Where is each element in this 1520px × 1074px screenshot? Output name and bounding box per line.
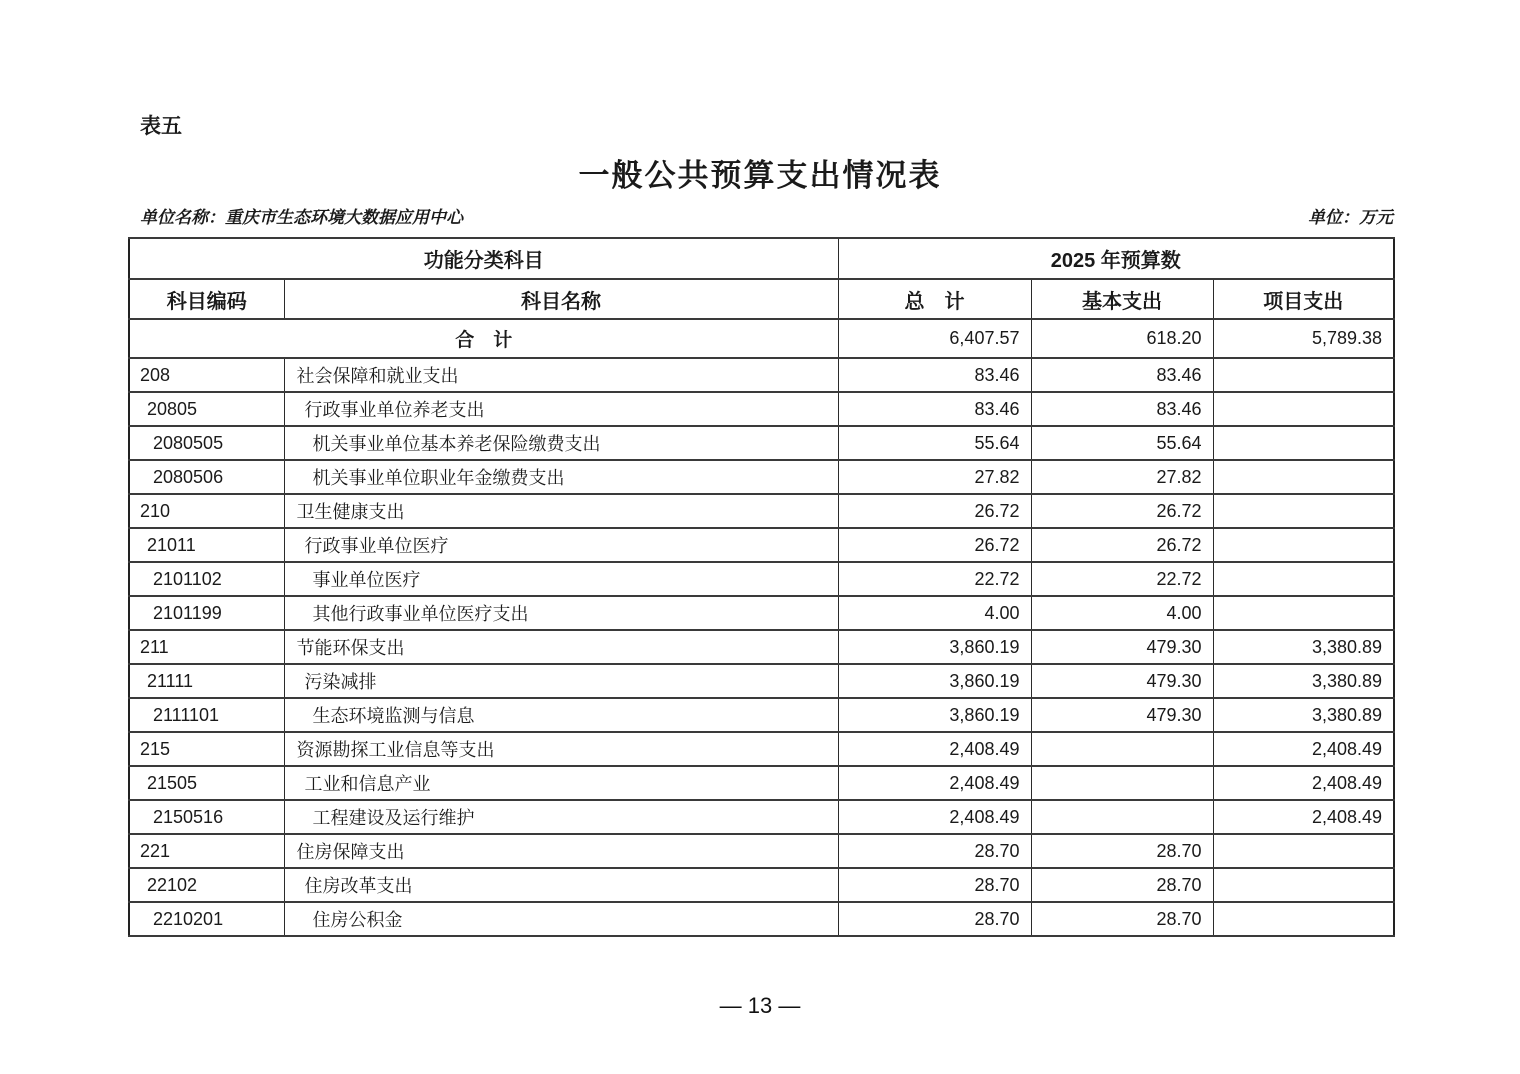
basic-cell: 22.72 [1031,562,1213,596]
basic-cell: 83.46 [1031,358,1213,392]
total-cell: 83.46 [838,358,1031,392]
total-cell: 3,860.19 [838,664,1031,698]
basic-cell: 26.72 [1031,528,1213,562]
project-cell [1213,460,1394,494]
subject-name-cell: 住房公积金 [284,902,838,936]
project-cell [1213,392,1394,426]
total-cell: 2,408.49 [838,800,1031,834]
group-header-row [129,238,1394,279]
basic-cell: 479.30 [1031,698,1213,732]
subject-name-cell: 社会保障和就业支出 [284,358,838,392]
table-row [129,732,1394,766]
col-header-total: 总 计 [838,279,1031,319]
project-cell [1213,528,1394,562]
col-header-project-expenditure: 项目支出 [1213,279,1394,319]
grand-total-basic-cell: 618.20 [1031,319,1213,358]
table-row [129,392,1394,426]
page-number: — 13 — [719,993,801,1018]
basic-cell [1031,732,1213,766]
subject-name-cell: 行政事业单位医疗 [284,528,838,562]
project-cell [1213,902,1394,936]
subject-code-cell: 211 [129,630,284,664]
table-row [129,834,1394,868]
subject-code-cell: 21011 [129,528,284,562]
table-row [129,562,1394,596]
subject-name-cell: 住房保障支出 [284,834,838,868]
col-header-subject-code: 科目编码 [129,279,284,319]
subject-name-cell: 污染减排 [284,664,838,698]
table-row [129,630,1394,664]
total-cell: 83.46 [838,392,1031,426]
subject-code-cell: 2101102 [129,562,284,596]
subject-code-cell: 2080505 [129,426,284,460]
meta-row [140,203,1393,228]
grand-total-total-cell: 6,407.57 [838,319,1031,358]
basic-cell: 479.30 [1031,664,1213,698]
project-cell: 3,380.89 [1213,664,1394,698]
table-row [129,460,1394,494]
basic-cell: 4.00 [1031,596,1213,630]
total-cell: 55.64 [838,426,1031,460]
basic-cell: 479.30 [1031,630,1213,664]
total-cell: 28.70 [838,834,1031,868]
subject-code-cell: 2080506 [129,460,284,494]
column-header-row [129,279,1394,319]
project-cell [1213,358,1394,392]
subject-name-cell: 事业单位医疗 [284,562,838,596]
table-row [129,868,1394,902]
subject-name-cell: 卫生健康支出 [284,494,838,528]
total-cell: 28.70 [838,902,1031,936]
total-cell: 22.72 [838,562,1031,596]
basic-cell [1031,800,1213,834]
subject-name-cell: 工业和信息产业 [284,766,838,800]
subject-name-cell: 机关事业单位基本养老保险缴费支出 [284,426,838,460]
subject-code-cell: 208 [129,358,284,392]
project-cell: 2,408.49 [1213,800,1394,834]
basic-cell [1031,766,1213,800]
total-cell: 2,408.49 [838,732,1031,766]
project-cell: 3,380.89 [1213,698,1394,732]
page-title: 一般公共预算支出情况表 [578,158,942,193]
total-cell: 2,408.49 [838,766,1031,800]
total-cell: 27.82 [838,460,1031,494]
project-cell: 2,408.49 [1213,766,1394,800]
subject-code-cell: 20805 [129,392,284,426]
project-cell: 2,408.49 [1213,732,1394,766]
project-cell [1213,562,1394,596]
table-row [129,494,1394,528]
total-cell: 26.72 [838,528,1031,562]
budget-2025-group-header: 2025 年预算数 [838,238,1394,279]
subject-code-cell: 2101199 [129,596,284,630]
subject-name-cell: 生态环境监测与信息 [284,698,838,732]
unit-measure-label: 单位：万元 [1308,208,1393,227]
project-cell [1213,494,1394,528]
basic-cell: 55.64 [1031,426,1213,460]
table-number-label: 表五 [140,114,182,138]
subject-name-cell: 行政事业单位养老支出 [284,392,838,426]
table-row [129,664,1394,698]
total-cell: 28.70 [838,868,1031,902]
table-row [129,766,1394,800]
basic-cell: 28.70 [1031,834,1213,868]
subject-name-cell: 节能环保支出 [284,630,838,664]
table-row [129,528,1394,562]
project-cell [1213,868,1394,902]
project-cell: 3,380.89 [1213,630,1394,664]
table-row [129,902,1394,936]
total-cell: 3,860.19 [838,630,1031,664]
budget-table [128,237,1395,937]
grand-total-label: 合 计 [129,319,838,358]
grand-total-row [129,319,1394,358]
subject-code-cell: 210 [129,494,284,528]
subject-name-cell: 其他行政事业单位医疗支出 [284,596,838,630]
project-cell [1213,834,1394,868]
subject-name-cell: 住房改革支出 [284,868,838,902]
project-cell [1213,596,1394,630]
subject-code-cell: 2210201 [129,902,284,936]
table-row [129,800,1394,834]
table-row [129,698,1394,732]
subject-code-cell: 221 [129,834,284,868]
subject-code-cell: 21505 [129,766,284,800]
subject-code-cell: 215 [129,732,284,766]
col-header-subject-name: 科目名称 [284,279,838,319]
subject-name-cell: 资源勘探工业信息等支出 [284,732,838,766]
subject-name-cell: 工程建设及运行维护 [284,800,838,834]
basic-cell: 26.72 [1031,494,1213,528]
basic-cell: 28.70 [1031,868,1213,902]
subject-code-cell: 21111 [129,664,284,698]
unit-name-label: 单位名称：重庆市生态环境大数据应用中心 [140,208,463,227]
col-header-basic-expenditure: 基本支出 [1031,279,1213,319]
table-row [129,358,1394,392]
subject-name-cell: 机关事业单位职业年金缴费支出 [284,460,838,494]
subject-code-cell: 2150516 [129,800,284,834]
table-row [129,426,1394,460]
total-cell: 4.00 [838,596,1031,630]
grand-total-project-cell: 5,789.38 [1213,319,1394,358]
table-row [129,596,1394,630]
total-cell: 3,860.19 [838,698,1031,732]
project-cell [1213,426,1394,460]
subject-code-cell: 22102 [129,868,284,902]
subject-code-cell: 2111101 [129,698,284,732]
basic-cell: 27.82 [1031,460,1213,494]
function-category-group-header: 功能分类科目 [129,238,838,279]
total-cell: 26.72 [838,494,1031,528]
basic-cell: 83.46 [1031,392,1213,426]
basic-cell: 28.70 [1031,902,1213,936]
